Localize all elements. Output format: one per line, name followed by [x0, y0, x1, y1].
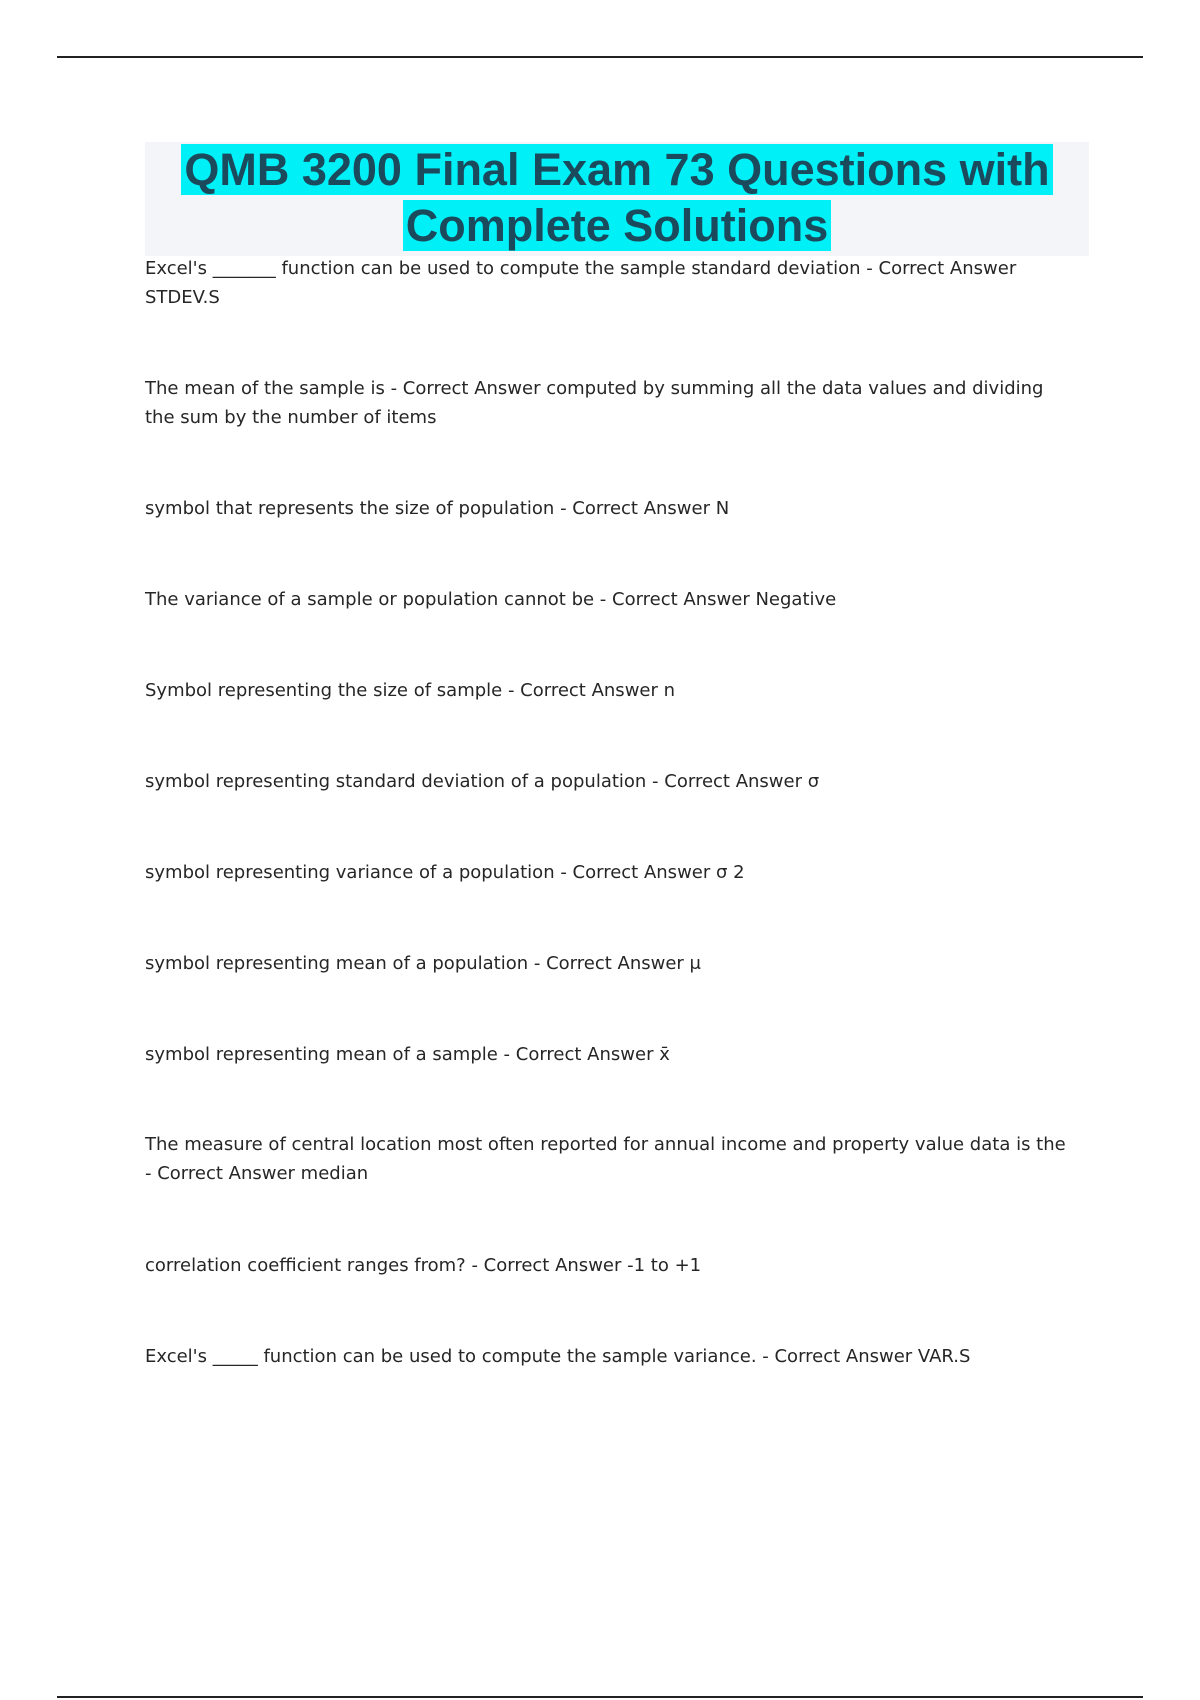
document-title — [145, 142, 1089, 254]
header-rule — [57, 56, 1143, 58]
question-item: symbol representing mean of a sample - Correct Answer x̄ — [145, 1044, 670, 1065]
question-item: Symbol representing the size of sample - Correct Answer n — [145, 680, 676, 701]
title-line-1: QMB 3200 Final Exam 73 Questions with — [181, 144, 1052, 195]
question-item: The mean of the sample is - Correct Answer computed by summing all the data values and dividing the sum by the number of items — [145, 378, 1044, 428]
question-item: symbol representing variance of a population - Correct Answer σ 2 — [145, 862, 745, 883]
title-line-2: Complete Solutions — [403, 200, 832, 251]
title-block — [145, 142, 1089, 256]
question-item: Excel's _____ function can be used to compute the sample variance. - Correct Answer VAR.S — [145, 1346, 971, 1367]
question-item: symbol representing standard deviation of a population - Correct Answer σ — [145, 771, 820, 792]
question-item: symbol that represents the size of population - Correct Answer N — [145, 498, 730, 519]
question-item: symbol representing mean of a population - Correct Answer μ — [145, 953, 701, 974]
question-item: correlation coefficient ranges from? - Correct Answer -1 to +1 — [145, 1255, 702, 1276]
question-item: The measure of central location most often reported for annual income and property value data is the - Correct Answer median — [145, 1134, 1066, 1184]
question-item: Excel's _______ function can be used to compute the sample standard deviation - Correct Answer STDEV.S — [145, 258, 1017, 308]
footer-rule — [57, 1696, 1143, 1698]
question-item: The variance of a sample or population cannot be - Correct Answer Negative — [145, 589, 837, 610]
